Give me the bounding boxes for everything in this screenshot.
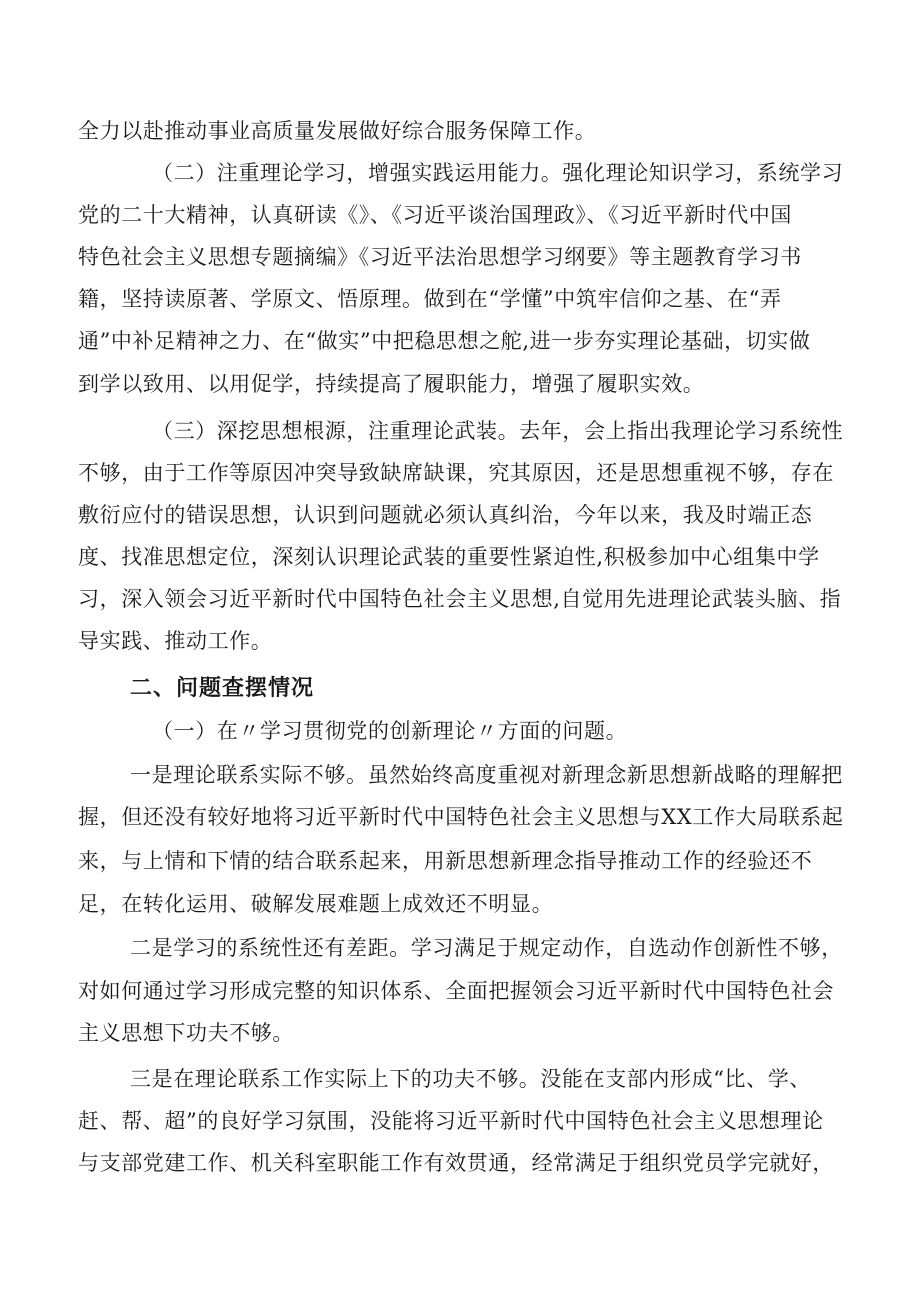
- paragraph-3-line-6: 导实践、推动工作。: [78, 629, 273, 653]
- paragraph-3-line-5: 习，深入领会习近平新时代中国特色社会主义思想,自觉用先进理论武装头脑、指: [78, 587, 842, 611]
- paragraph-2-line-6: 到学以致用、以用促学，持续提高了履职能力，增强了履职实效。: [78, 372, 705, 396]
- paragraph-6-line-1: 三是在理论联系工作实际上下的功夫不够。没能在支部内形成“比、学、: [130, 1067, 811, 1091]
- paragraph-6-line-2: 赶、帮、超”的良好学习氛围，没能将习近平新时代中国特色社会主义思想理论: [78, 1109, 824, 1133]
- section-heading: 二、问题查摆情况: [130, 676, 315, 701]
- paragraph-5-line-1: 二是学习的系统性还有差距。学习满足于规定动作，自选动作创新性不够，: [130, 936, 843, 960]
- sub-heading: （一）在〃学习贯彻党的创新理论〃方面的问题。: [152, 719, 628, 743]
- paragraph-4-line-2: 握，但还没有较好地将习近平新时代中国特色社会主义思想与XX工作大局联系起: [78, 805, 844, 829]
- paragraph-1-line-1: 全力以赴推动事业高质量发展做好综合服务保障工作。: [78, 119, 597, 143]
- paragraph-4-line-4: 足，在转化运用、破解发展难题上成效还不明显。: [78, 892, 554, 916]
- paragraph-5-line-3: 主义思想下功夫不够。: [78, 1021, 294, 1045]
- paragraph-3-line-1: （三）深挖思想根源，注重理论武装。去年，会上指出我理论学习系统性: [152, 419, 844, 443]
- paragraph-4-line-3: 来，与上情和下情的结合联系起来，用新思想新理念指导推动工作的经验还不: [78, 849, 813, 873]
- paragraph-4-line-1: 一是理论联系实际不够。虽然始终高度重视对新理念新思想新战略的理解把: [130, 763, 843, 787]
- paragraph-3-line-3: 敷衍应付的错误思想，认识到问题就必须认真纠治，今年以来，我及时端正态: [78, 503, 813, 527]
- paragraph-2-line-4: 籍，坚持读原著、学原文、悟原理。做到在“学懂”中筑牢信仰之基、在“弄: [78, 287, 782, 311]
- paragraph-2-line-2: 党的二十大精神，认真研读《》、《习近平谈治国理政》、《习近平新时代中国: [78, 203, 792, 227]
- paragraph-6-line-3: 与支部党建工作、机关科室职能工作有效贯通，经常满足于组织党员学完就好，: [78, 1151, 834, 1175]
- paragraph-2-line-1: （二）注重理论学习，增强实践运用能力。强化理论知识学习，系统学习: [152, 161, 844, 185]
- paragraph-3-line-2: 不够，由于工作等原因冲突导致缺席缺课，究其原因，还是思想重视不够，存在: [78, 461, 834, 485]
- paragraph-5-line-2: 对如何通过学习形成完整的知识体系、全面把握领会习近平新时代中国特色社会: [78, 979, 834, 1003]
- paragraph-3-line-4: 度、找准思想定位，深刻认识理论武装的重要性紧迫性,积极参加中心组集中学: [78, 545, 820, 569]
- paragraph-2-line-5: 通”中补足精神之力、在“做实”中把稳思想之舵,进一步夯实理论基础，切实做: [78, 329, 811, 353]
- paragraph-2-line-3: 特色社会主义思想专题摘编》《习近平法治思想学习纲要》等主题教育学习书: [78, 245, 802, 269]
